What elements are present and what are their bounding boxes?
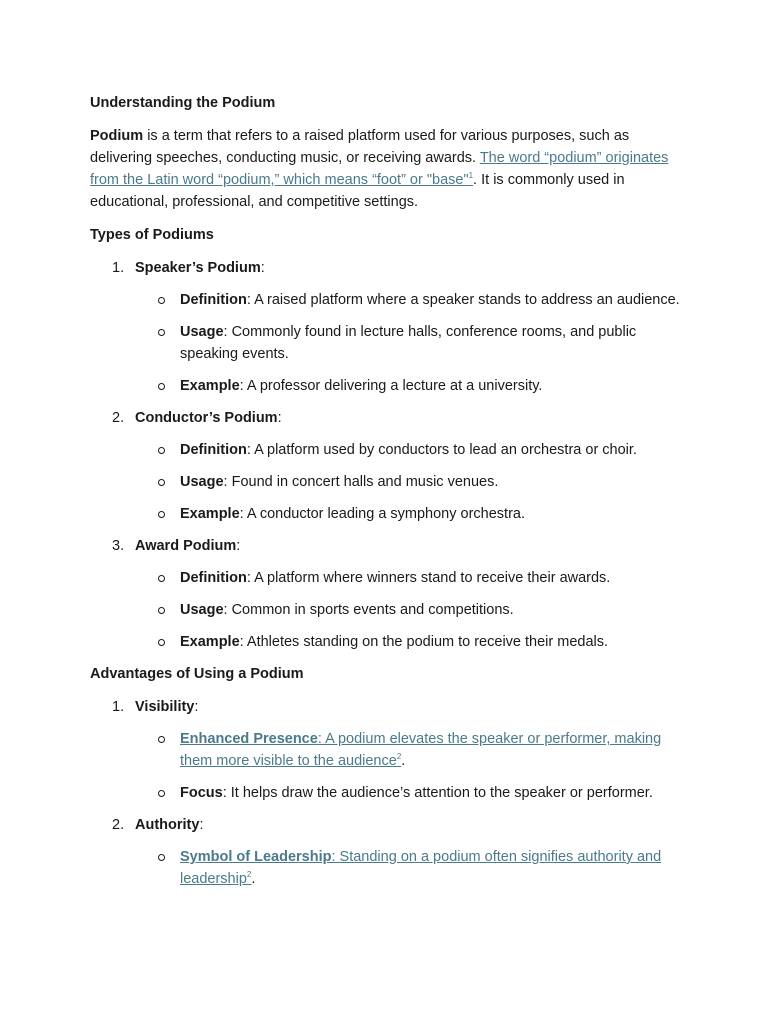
sub-label: Usage (180, 324, 224, 340)
bullet-circle-icon (158, 639, 165, 646)
sub-label: Definition (180, 292, 247, 308)
intro-text: is a term that refers to a raised platform used for various purposes, such as delivering speeches, conducting music, or receiving awards. (90, 128, 630, 166)
bullet-circle-icon (158, 736, 165, 743)
bullet-circle-icon (158, 854, 165, 861)
item-number: 3. (112, 538, 125, 554)
item-colon: : (199, 817, 204, 833)
bullet-circle-icon (158, 297, 165, 304)
list-item (135, 503, 682, 525)
item-colon: : (260, 260, 265, 276)
item-number: 1. (112, 699, 125, 715)
sub-list (135, 439, 682, 525)
footnote-ref-2[interactable]: 2 (246, 870, 252, 880)
list-item (135, 289, 682, 311)
sub-text: : A platform used by conductors to lead an orchestra or choir. (246, 442, 637, 458)
sub-label: Example (180, 634, 240, 650)
sub-text: : Common in sports events and competitions. (223, 602, 514, 618)
list-item (135, 375, 682, 397)
item-number: 2. (112, 410, 125, 426)
sub-tail: . (401, 753, 406, 769)
bullet-circle-icon (158, 447, 165, 454)
item-colon: : (194, 699, 199, 715)
list-item (90, 257, 682, 397)
item-title: Conductor’s Podium (135, 410, 278, 426)
origin-link-text: The word “podium” originates from the Latin word “podium,” which means “foot” or "base" (90, 150, 669, 188)
types-list (90, 257, 682, 653)
list-item (135, 321, 682, 365)
list-item (135, 567, 682, 589)
sub-text: : Athletes standing on the podium to receive their medals. (239, 634, 609, 650)
list-item (135, 471, 682, 493)
sub-text: : A raised platform where a speaker stands to address an audience. (246, 292, 680, 308)
footnote-ref-1[interactable]: 1 (468, 171, 474, 181)
sub-label: Symbol of Leadership (180, 849, 332, 865)
visibility-link[interactable] (180, 731, 661, 769)
list-item (90, 535, 682, 653)
list-item (90, 696, 682, 804)
intro-text-end: . It is commonly used in educational, professional, and competitive settings. (90, 172, 625, 210)
list-item (135, 728, 682, 772)
sub-text: : A platform where winners stand to receive their awards. (246, 570, 611, 586)
intro-paragraph (90, 125, 682, 213)
document-title: Understanding the Podium (90, 95, 276, 111)
sub-list (135, 846, 682, 890)
sub-text: : A podium elevates the speaker or performer, making them more visible to the audience (180, 731, 662, 769)
item-colon: : (236, 538, 241, 554)
sub-label: Definition (180, 442, 247, 458)
sub-label: Example (180, 506, 240, 522)
bullet-circle-icon (158, 511, 165, 518)
sub-label: Usage (180, 474, 224, 490)
item-colon: : (277, 410, 282, 426)
list-item (135, 439, 682, 461)
sub-label: Enhanced Presence (180, 731, 318, 747)
list-item (90, 814, 682, 890)
bullet-circle-icon (158, 575, 165, 582)
bullet-circle-icon (158, 790, 165, 797)
list-item (135, 599, 682, 621)
sub-list (135, 567, 682, 653)
list-item (90, 407, 682, 525)
sub-tail: . (251, 871, 256, 887)
item-title: Speaker’s Podium (135, 260, 261, 276)
sub-text: : A conductor leading a symphony orchestra. (239, 506, 525, 522)
sub-text: : A professor delivering a lecture at a university. (239, 378, 543, 394)
footnote-ref-2[interactable]: 2 (396, 752, 402, 762)
sub-label: Focus (180, 785, 223, 801)
intro-term: Podium (90, 128, 144, 144)
bullet-circle-icon (158, 607, 165, 614)
item-title: Visibility (135, 699, 195, 715)
list-item (135, 846, 682, 890)
list-item (135, 631, 682, 653)
bullet-circle-icon (158, 479, 165, 486)
item-title: Award Podium (135, 538, 237, 554)
advantages-list (90, 696, 682, 890)
sub-text: : It helps draw the audience’s attention to the speaker or performer. (222, 785, 653, 801)
sub-label: Definition (180, 570, 247, 586)
sub-text: : Commonly found in lecture halls, conference rooms, and public speaking events. (180, 324, 637, 362)
types-heading: Types of Podiums (90, 227, 214, 243)
item-number: 1. (112, 260, 125, 276)
bullet-circle-icon (158, 383, 165, 390)
sub-label: Example (180, 378, 240, 394)
sub-label: Usage (180, 602, 224, 618)
bullet-circle-icon (158, 329, 165, 336)
list-item (135, 782, 682, 804)
advantages-heading: Advantages of Using a Podium (90, 666, 304, 682)
sub-list (135, 728, 682, 804)
document-page (90, 92, 682, 900)
item-number: 2. (112, 817, 125, 833)
sub-text: : Standing on a podium often signifies authority and leadership (180, 849, 662, 887)
item-title: Authority (135, 817, 200, 833)
sub-list (135, 289, 682, 397)
sub-text: : Found in concert halls and music venues. (223, 474, 499, 490)
